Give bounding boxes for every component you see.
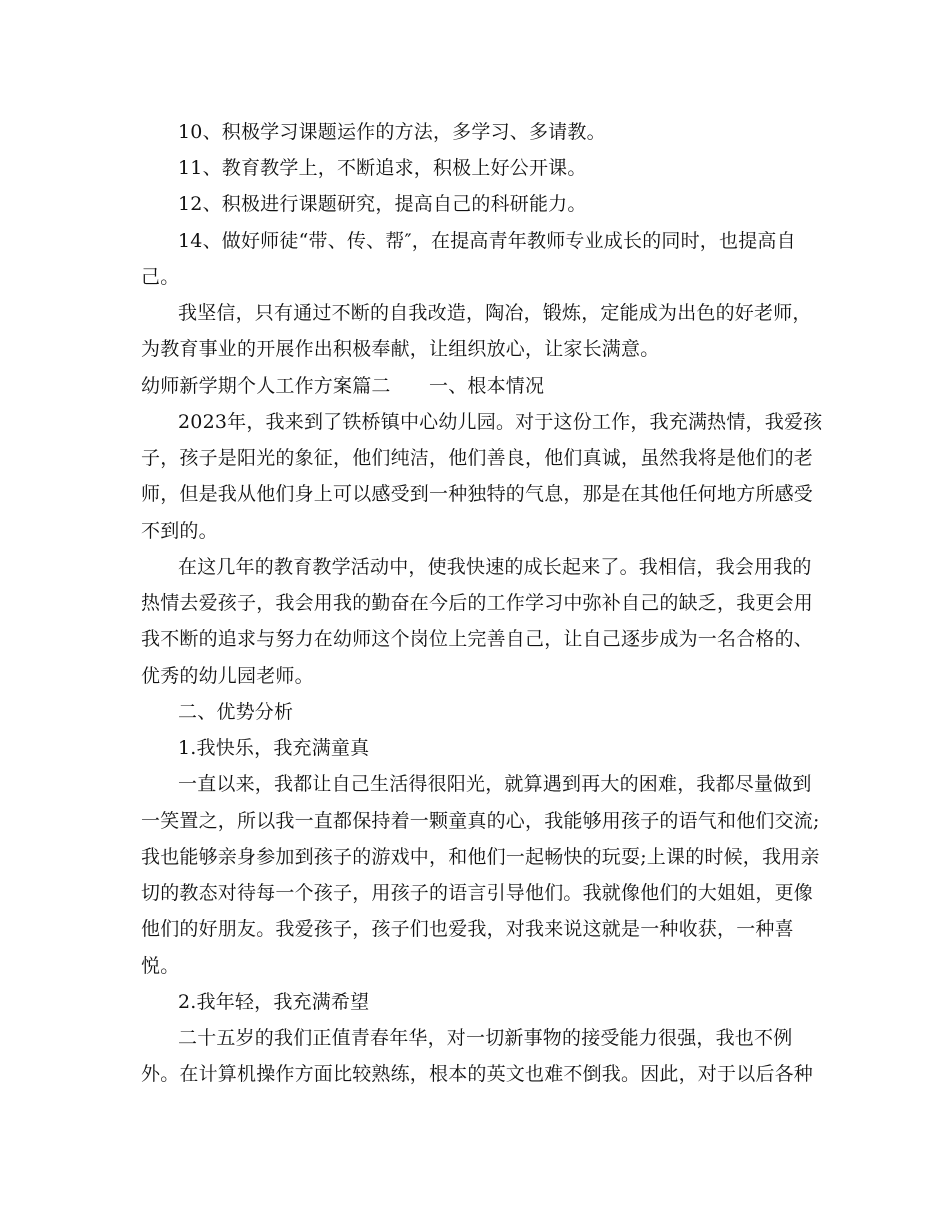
paragraph-line: 子，孩子是阳光的象征，他们纯洁，他们善良，他们真诚，虽然我将是他们的老 (141, 447, 814, 469)
paragraph-line: 一直以来，我都让自己生活得很阳光，就算遇到再大的困难，我都尽量做到 (178, 773, 812, 795)
subheading: 二、优势分析 (178, 701, 294, 723)
paragraph-line: 我不断的追求与努力在幼师这个岗位上完善自己，让自己逐步成为一名合格的、 (141, 628, 814, 650)
subheading: 2.我年轻，我充满希望 (178, 991, 370, 1013)
paragraph-line: 14、做好师徒“带、传、帮″，在提高青年教师专业成长的同时，也提高自 (178, 230, 796, 252)
paragraph-line: 师，但是我从他们身上可以感受到一种独特的气息，那是在其他任何地方所感受 (141, 483, 814, 505)
paragraph-line: 不到的。 (141, 520, 218, 542)
paragraph-line: 在这几年的教育教学活动中，使我快速的成长起来了。我相信，我会用我的 (178, 556, 812, 578)
paragraph-line: 我坚信，只有通过不断的自我改造，陶冶，锻炼，定能成为出色的好老师， (178, 302, 812, 324)
paragraph-line: 己。 (141, 266, 180, 288)
paragraph-line: 二十五岁的我们正值青春年华，对一切新事物的接受能力很强，我也不例 (178, 1027, 793, 1049)
paragraph-line: 为教育事业的开展作出积极奉献，让组织放心，让家长满意。 (141, 338, 660, 360)
paragraph-line: 我也能够亲身参加到孩子的游戏中，和他们一起畅快的玩耍;上课的时候，我用亲 (141, 846, 820, 868)
paragraph-line: 他们的好朋友。我爱孩子，孩子们也爱我，对我来说这就是一种收获，一种喜 (141, 918, 794, 940)
paragraph-line: 一笑置之，所以我一直都保持着一颗童真的心，我能够用孩子的语气和他们交流; (141, 810, 820, 832)
paragraph-line: 悦。 (141, 955, 180, 977)
paragraph-line: 11、教育教学上，不断追求，积极上好公开课。 (178, 157, 587, 179)
paragraph-line: 热情去爱孩子，我会用我的勤奋在今后的工作学习中弥补自己的缺乏，我更会用 (141, 592, 814, 614)
paragraph-line: 10、积极学习课题运作的方法，多学习、多请教。 (178, 121, 606, 143)
paragraph-line: 切的教态对待每一个孩子，用孩子的语言引导他们。我就像他们的大姐姐，更像 (141, 882, 814, 904)
paragraph-line: 外。在计算机操作方面比较熟练，根本的英文也难不倒我。因此，对于以后各种 (141, 1063, 814, 1085)
subheading: 1.我快乐，我充满童真 (178, 737, 370, 759)
paragraph-line: 2023年，我来到了铁桥镇中心幼儿园。对于这份工作，我充满热情，我爱孩 (178, 411, 823, 433)
section-heading: 幼师新学期个人工作方案篇二 一、根本情况 (141, 375, 545, 397)
paragraph-line: 12、积极进行课题研究，提高自己的科研能力。 (178, 193, 587, 215)
paragraph-line: 优秀的幼儿园老师。 (141, 665, 314, 687)
